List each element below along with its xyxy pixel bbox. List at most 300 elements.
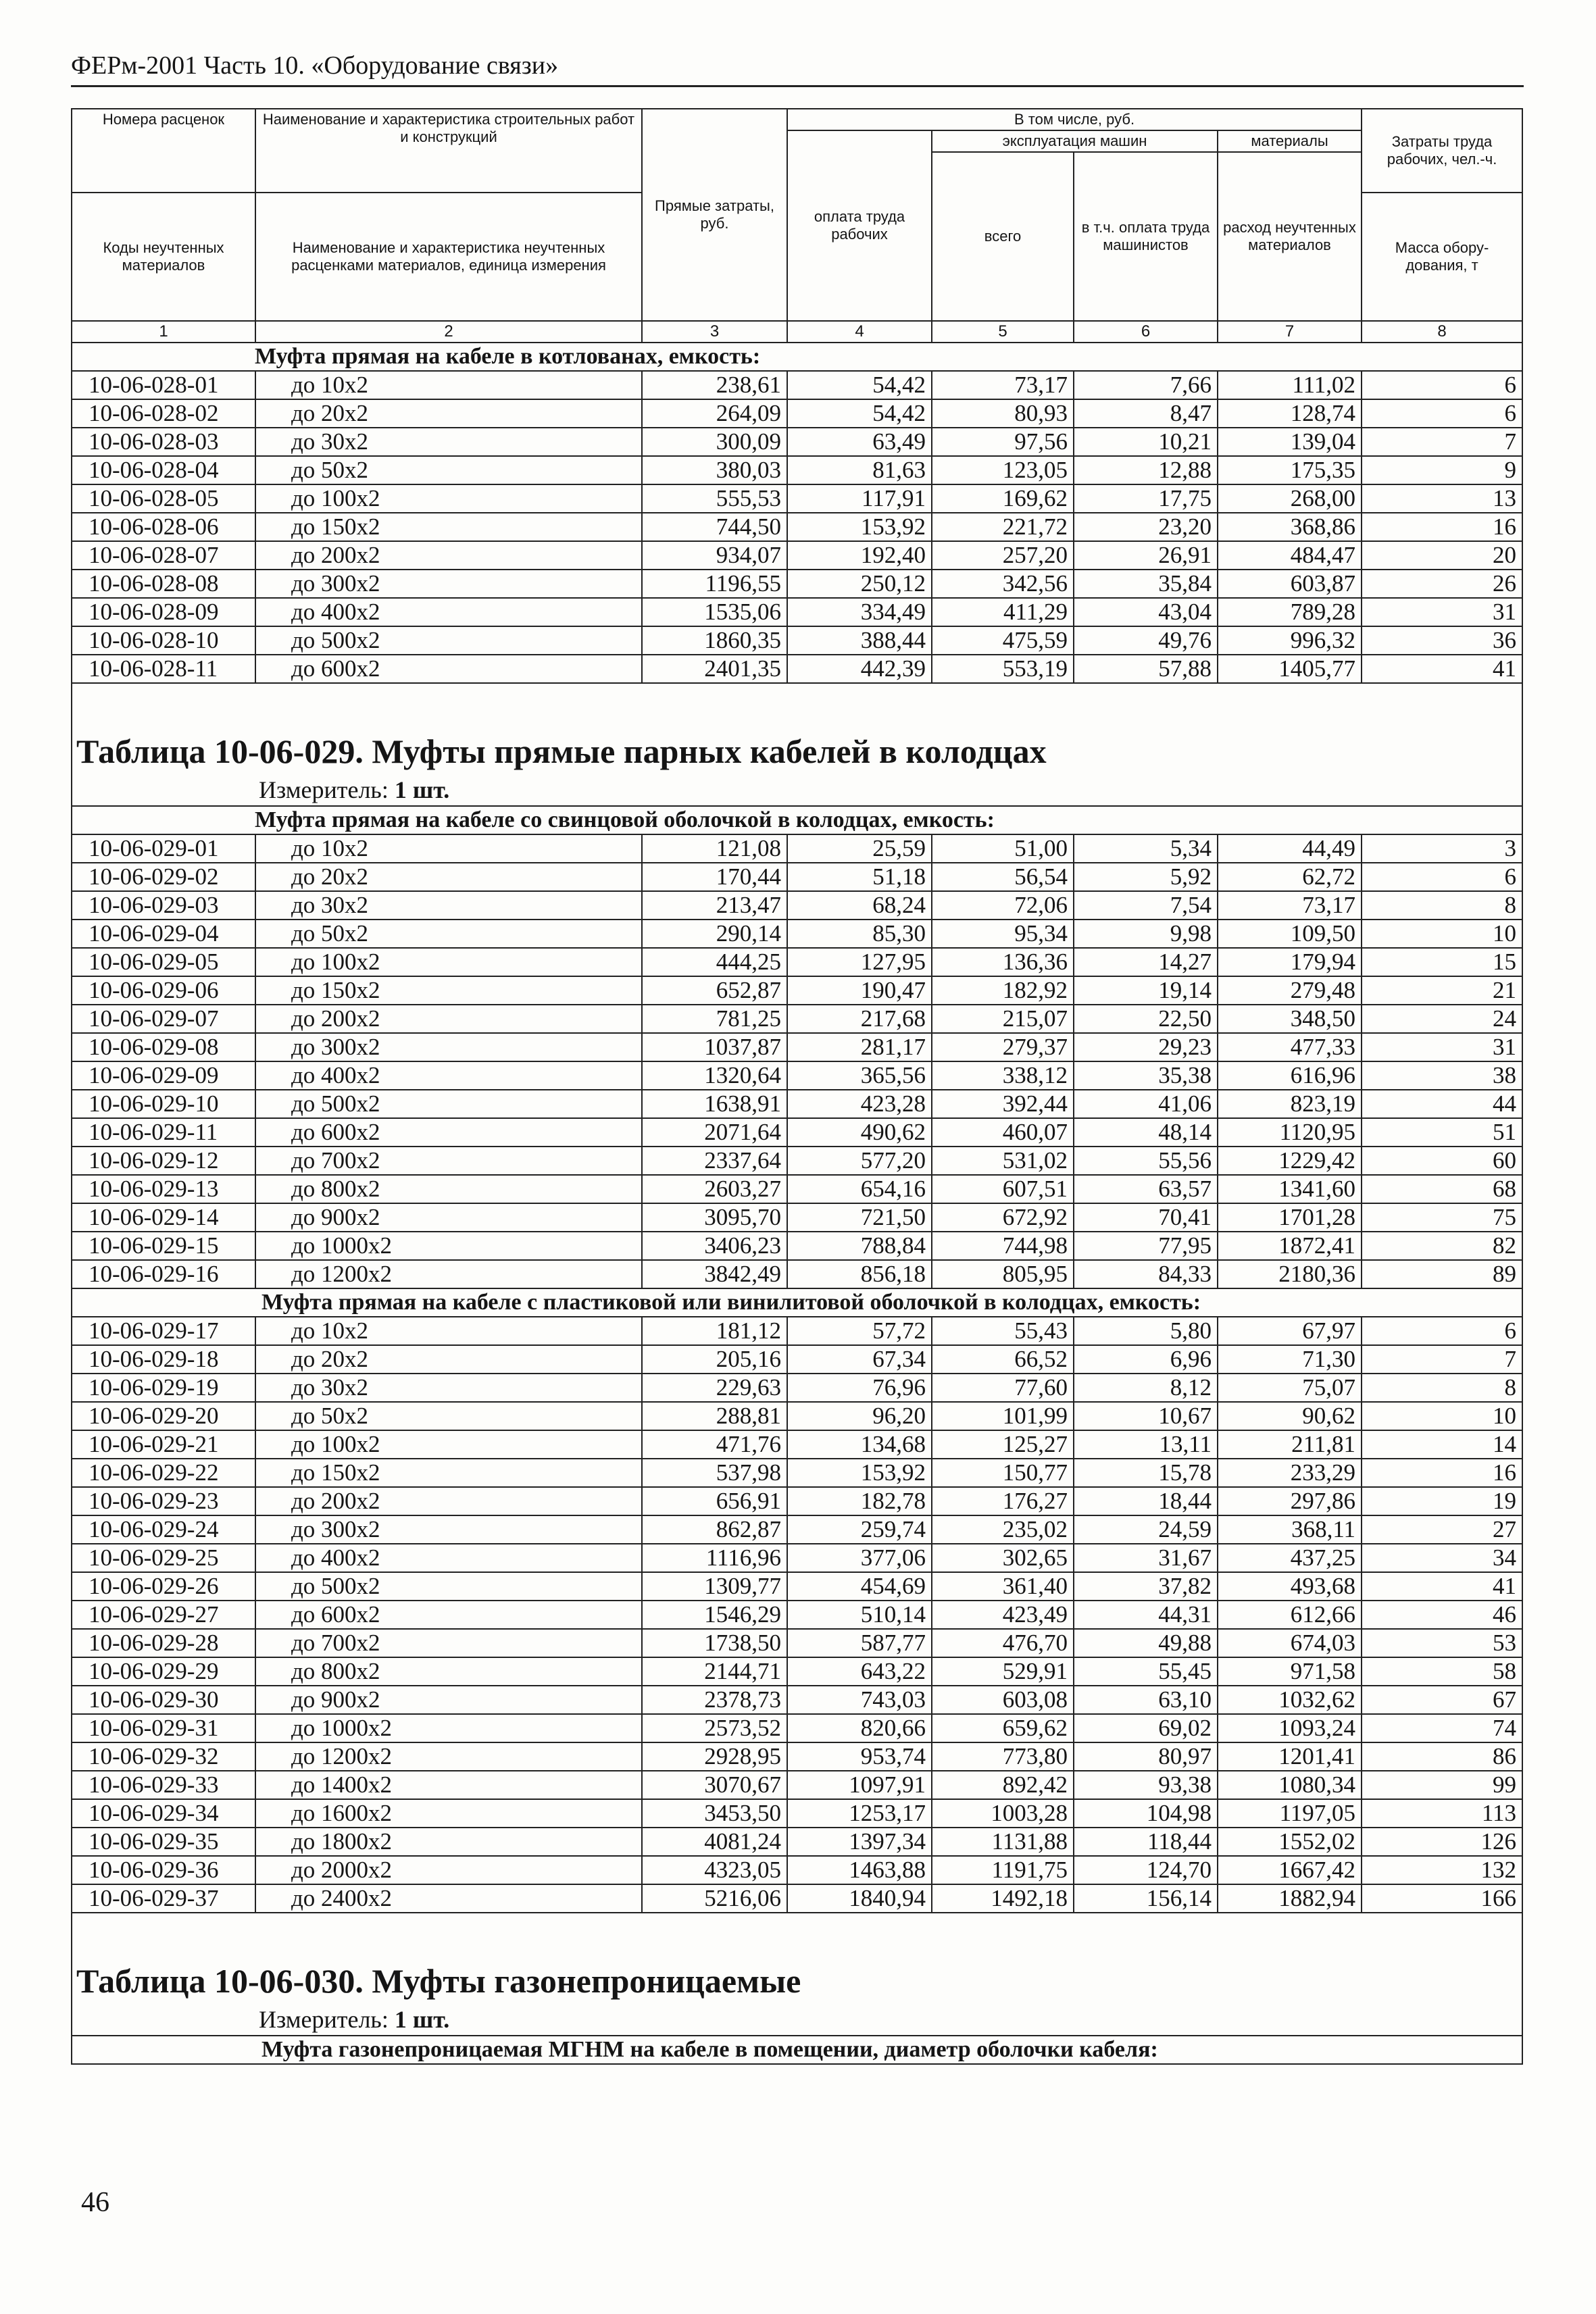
operators-pay: 14,27 <box>1074 948 1218 976</box>
direct-costs: 2603,27 <box>642 1175 787 1203</box>
rate-code: 10-06-029-06 <box>72 976 255 1005</box>
direct-costs: 238,61 <box>642 371 787 399</box>
operators-pay: 48,14 <box>1074 1118 1218 1147</box>
table-row <box>72 1828 1522 1856</box>
labor-hours: 132 <box>1362 1856 1522 1884</box>
machine-total: 475,59 <box>932 626 1074 655</box>
labor-pay: 190,47 <box>787 976 932 1005</box>
materials-cost: 1229,42 <box>1218 1147 1362 1175</box>
operators-pay: 43,04 <box>1074 598 1218 626</box>
table-row <box>72 1118 1522 1147</box>
labor-hours: 75 <box>1362 1203 1522 1232</box>
section-title: Муфта прямая на кабеле со свинцовой оболочкой в колодцах, емкость: <box>72 806 1522 834</box>
machine-total: 77,60 <box>932 1374 1074 1402</box>
materials-cost: 493,68 <box>1218 1572 1362 1601</box>
work-name: до 10х2 <box>255 834 642 863</box>
work-name: до 100х2 <box>255 1430 642 1459</box>
work-name: до 200х2 <box>255 1487 642 1515</box>
materials-cost: 73,17 <box>1218 891 1362 920</box>
header-materials: материалы <box>1218 130 1362 152</box>
rate-code: 10-06-029-13 <box>72 1175 255 1203</box>
rate-code: 10-06-028-08 <box>72 570 255 598</box>
materials-cost: 1882,94 <box>1218 1884 1362 1913</box>
rate-code: 10-06-029-04 <box>72 920 255 948</box>
work-name: до 1000х2 <box>255 1714 642 1742</box>
labor-hours: 46 <box>1362 1601 1522 1629</box>
labor-hours: 41 <box>1362 1572 1522 1601</box>
labor-hours: 58 <box>1362 1657 1522 1686</box>
rate-code: 10-06-029-11 <box>72 1118 255 1147</box>
table-row <box>72 513 1522 541</box>
machine-total: 72,06 <box>932 891 1074 920</box>
work-name: до 400х2 <box>255 1061 642 1090</box>
labor-pay: 68,24 <box>787 891 932 920</box>
table-row <box>72 1799 1522 1828</box>
operators-pay: 55,56 <box>1074 1147 1218 1175</box>
materials-cost: 71,30 <box>1218 1345 1362 1374</box>
work-name: до 30х2 <box>255 891 642 920</box>
materials-cost: 1405,77 <box>1218 655 1362 683</box>
rate-code: 10-06-028-06 <box>72 513 255 541</box>
direct-costs: 1535,06 <box>642 598 787 626</box>
section-title-row <box>72 2036 1522 2064</box>
operators-pay: 35,84 <box>1074 570 1218 598</box>
labor-pay: 117,91 <box>787 484 932 513</box>
machine-total: 169,62 <box>932 484 1074 513</box>
header-labor-pay: оплата труда рабочих <box>787 130 932 321</box>
table-row <box>72 1686 1522 1714</box>
direct-costs: 1638,91 <box>642 1090 787 1118</box>
rate-code: 10-06-029-37 <box>72 1884 255 1913</box>
labor-hours: 82 <box>1362 1232 1522 1260</box>
rate-code: 10-06-029-10 <box>72 1090 255 1118</box>
table-row <box>72 1884 1522 1913</box>
labor-hours: 41 <box>1362 655 1522 683</box>
labor-hours: 89 <box>1362 1260 1522 1288</box>
operators-pay: 22,50 <box>1074 1005 1218 1033</box>
work-name: до 700х2 <box>255 1147 642 1175</box>
page-number: 46 <box>81 2187 109 2218</box>
operators-pay: 41,06 <box>1074 1090 1218 1118</box>
materials-cost: 437,25 <box>1218 1544 1362 1572</box>
section-title: Муфта газонепроницаемая МГНМ на кабеле в помещении, диаметр оболочки кабеля: <box>72 2036 1522 2064</box>
labor-pay: 820,66 <box>787 1714 932 1742</box>
table-row <box>72 1515 1522 1544</box>
operators-pay: 70,41 <box>1074 1203 1218 1232</box>
work-name: до 150х2 <box>255 513 642 541</box>
table-row <box>72 1487 1522 1515</box>
operators-pay: 156,14 <box>1074 1884 1218 1913</box>
operators-pay: 104,98 <box>1074 1799 1218 1828</box>
operators-pay: 31,67 <box>1074 1544 1218 1572</box>
operators-pay: 7,66 <box>1074 371 1218 399</box>
machine-total: 672,92 <box>932 1203 1074 1232</box>
machine-total: 125,27 <box>932 1430 1074 1459</box>
labor-hours: 9 <box>1362 456 1522 484</box>
labor-pay: 788,84 <box>787 1232 932 1260</box>
operators-pay: 26,91 <box>1074 541 1218 570</box>
labor-hours: 53 <box>1362 1629 1522 1657</box>
column-number: 5 <box>932 321 1074 343</box>
operators-pay: 9,98 <box>1074 920 1218 948</box>
direct-costs: 4323,05 <box>642 1856 787 1884</box>
machine-total: 95,34 <box>932 920 1074 948</box>
work-name: до 800х2 <box>255 1657 642 1686</box>
labor-hours: 113 <box>1362 1799 1522 1828</box>
work-name: до 500х2 <box>255 1090 642 1118</box>
work-name: до 600х2 <box>255 655 642 683</box>
header-machine-operation: эксплуатация машин <box>932 130 1218 152</box>
operators-pay: 84,33 <box>1074 1260 1218 1288</box>
machine-total: 361,40 <box>932 1572 1074 1601</box>
machine-total: 1003,28 <box>932 1799 1074 1828</box>
labor-hours: 38 <box>1362 1061 1522 1090</box>
table-row <box>72 1374 1522 1402</box>
materials-cost: 1667,42 <box>1218 1856 1362 1884</box>
labor-pay: 192,40 <box>787 541 932 570</box>
labor-pay: 377,06 <box>787 1544 932 1572</box>
table-row <box>72 1856 1522 1884</box>
labor-pay: 490,62 <box>787 1118 932 1147</box>
table-row <box>72 1203 1522 1232</box>
materials-cost: 279,48 <box>1218 976 1362 1005</box>
rate-code: 10-06-029-09 <box>72 1061 255 1090</box>
direct-costs: 290,14 <box>642 920 787 948</box>
labor-hours: 68 <box>1362 1175 1522 1203</box>
machine-total: 1191,75 <box>932 1856 1074 1884</box>
materials-cost: 1552,02 <box>1218 1828 1362 1856</box>
direct-costs: 781,25 <box>642 1005 787 1033</box>
rate-code: 10-06-029-21 <box>72 1430 255 1459</box>
labor-hours: 51 <box>1362 1118 1522 1147</box>
machine-total: 235,02 <box>932 1515 1074 1544</box>
machine-total: 80,93 <box>932 399 1074 428</box>
direct-costs: 2144,71 <box>642 1657 787 1686</box>
labor-pay: 85,30 <box>787 920 932 948</box>
labor-pay: 743,03 <box>787 1686 932 1714</box>
running-head: ФЕРм-2001 Часть 10. «Оборудование связи» <box>71 49 1524 87</box>
machine-total: 892,42 <box>932 1771 1074 1799</box>
operators-pay: 77,95 <box>1074 1232 1218 1260</box>
work-name: до 400х2 <box>255 598 642 626</box>
table-row <box>72 891 1522 920</box>
table-row <box>72 1345 1522 1374</box>
materials-cost: 75,07 <box>1218 1374 1362 1402</box>
direct-costs: 3070,67 <box>642 1771 787 1799</box>
machine-total: 73,17 <box>932 371 1074 399</box>
machine-total: 553,19 <box>932 655 1074 683</box>
rate-code: 10-06-028-05 <box>72 484 255 513</box>
direct-costs: 656,91 <box>642 1487 787 1515</box>
rate-code: 10-06-029-03 <box>72 891 255 920</box>
table-row <box>72 1629 1522 1657</box>
work-name: до 10х2 <box>255 1317 642 1345</box>
header-name-works: Наименование и характеристика строительных работ и конструкций <box>255 109 642 193</box>
table-header <box>72 109 1522 321</box>
direct-costs: 555,53 <box>642 484 787 513</box>
machine-total: 150,77 <box>932 1459 1074 1487</box>
direct-costs: 934,07 <box>642 541 787 570</box>
operators-pay: 23,20 <box>1074 513 1218 541</box>
table-row <box>72 456 1522 484</box>
labor-pay: 153,92 <box>787 513 932 541</box>
operators-pay: 15,78 <box>1074 1459 1218 1487</box>
work-name: до 20х2 <box>255 1345 642 1374</box>
table-row <box>72 1572 1522 1601</box>
measure-label: Измеритель: <box>259 2006 389 2033</box>
direct-costs: 170,44 <box>642 863 787 891</box>
table-row <box>72 399 1522 428</box>
rate-code: 10-06-029-16 <box>72 1260 255 1288</box>
machine-total: 659,62 <box>932 1714 1074 1742</box>
operators-pay: 5,34 <box>1074 834 1218 863</box>
work-name: до 10х2 <box>255 371 642 399</box>
direct-costs: 1320,64 <box>642 1061 787 1090</box>
direct-costs: 213,47 <box>642 891 787 920</box>
direct-costs: 1546,29 <box>642 1601 787 1629</box>
labor-hours: 10 <box>1362 1402 1522 1430</box>
labor-hours: 31 <box>1362 1033 1522 1061</box>
operators-pay: 69,02 <box>1074 1714 1218 1742</box>
work-name: до 30х2 <box>255 1374 642 1402</box>
rate-code: 10-06-028-11 <box>72 655 255 683</box>
labor-pay: 510,14 <box>787 1601 932 1629</box>
materials-cost: 62,72 <box>1218 863 1362 891</box>
work-name: до 2000х2 <box>255 1856 642 1884</box>
labor-pay: 250,12 <box>787 570 932 598</box>
operators-pay: 63,10 <box>1074 1686 1218 1714</box>
labor-pay: 953,74 <box>787 1742 932 1771</box>
measure-value: 1 шт. <box>394 2006 450 2033</box>
machine-total: 136,36 <box>932 948 1074 976</box>
operators-pay: 24,59 <box>1074 1515 1218 1544</box>
labor-pay: 134,68 <box>787 1430 932 1459</box>
labor-pay: 654,16 <box>787 1175 932 1203</box>
rate-code: 10-06-029-01 <box>72 834 255 863</box>
labor-hours: 44 <box>1362 1090 1522 1118</box>
materials-cost: 1701,28 <box>1218 1203 1362 1232</box>
labor-pay: 127,95 <box>787 948 932 976</box>
rate-code: 10-06-029-30 <box>72 1686 255 1714</box>
materials-cost: 348,50 <box>1218 1005 1362 1033</box>
rate-code: 10-06-029-25 <box>72 1544 255 1572</box>
work-name: до 150х2 <box>255 976 642 1005</box>
table-row <box>72 1175 1522 1203</box>
rate-code: 10-06-028-09 <box>72 598 255 626</box>
labor-pay: 63,49 <box>787 428 932 456</box>
measure-row <box>72 2004 1522 2036</box>
labor-hours: 16 <box>1362 513 1522 541</box>
header-labor-cost: Затраты труда рабочих, чел.-ч. <box>1362 109 1522 193</box>
section-title-row <box>72 806 1522 834</box>
rate-code: 10-06-028-10 <box>72 626 255 655</box>
machine-total: 51,00 <box>932 834 1074 863</box>
table-row <box>72 598 1522 626</box>
labor-hours: 21 <box>1362 976 1522 1005</box>
work-name: до 300х2 <box>255 1033 642 1061</box>
measure-row <box>72 774 1522 806</box>
materials-cost: 2180,36 <box>1218 1260 1362 1288</box>
header-materials-usage: расход неучтенных материалов <box>1218 152 1362 321</box>
machine-total: 392,44 <box>932 1090 1074 1118</box>
table-row <box>72 1601 1522 1629</box>
operators-pay: 12,88 <box>1074 456 1218 484</box>
header-equipment-mass: Масса обору-дования, т <box>1362 193 1522 321</box>
table-row <box>72 371 1522 399</box>
materials-cost: 109,50 <box>1218 920 1362 948</box>
materials-cost: 477,33 <box>1218 1033 1362 1061</box>
labor-pay: 54,42 <box>787 371 932 399</box>
labor-pay: 182,78 <box>787 1487 932 1515</box>
direct-costs: 2378,73 <box>642 1686 787 1714</box>
machine-total: 529,91 <box>932 1657 1074 1686</box>
rate-code: 10-06-029-35 <box>72 1828 255 1856</box>
labor-pay: 217,68 <box>787 1005 932 1033</box>
labor-pay: 388,44 <box>787 626 932 655</box>
machine-total: 55,43 <box>932 1317 1074 1345</box>
rate-code: 10-06-029-36 <box>72 1856 255 1884</box>
labor-pay: 423,28 <box>787 1090 932 1118</box>
machine-total: 66,52 <box>932 1345 1074 1374</box>
work-name: до 150х2 <box>255 1459 642 1487</box>
operators-pay: 49,76 <box>1074 626 1218 655</box>
column-number: 3 <box>642 321 787 343</box>
rate-code: 10-06-029-26 <box>72 1572 255 1601</box>
direct-costs: 1116,96 <box>642 1544 787 1572</box>
work-name: до 30х2 <box>255 428 642 456</box>
direct-costs: 2071,64 <box>642 1118 787 1147</box>
labor-hours: 99 <box>1362 1771 1522 1799</box>
column-number: 1 <box>72 321 255 343</box>
materials-cost: 789,28 <box>1218 598 1362 626</box>
direct-costs: 1037,87 <box>642 1033 787 1061</box>
labor-pay: 856,18 <box>787 1260 932 1288</box>
table-row <box>72 1147 1522 1175</box>
operators-pay: 6,96 <box>1074 1345 1218 1374</box>
direct-costs: 1309,77 <box>642 1572 787 1601</box>
work-name: до 500х2 <box>255 1572 642 1601</box>
direct-costs: 300,09 <box>642 428 787 456</box>
machine-total: 182,92 <box>932 976 1074 1005</box>
direct-costs: 121,08 <box>642 834 787 863</box>
rate-code: 10-06-029-34 <box>72 1799 255 1828</box>
machine-total: 56,54 <box>932 863 1074 891</box>
direct-costs: 3842,49 <box>642 1260 787 1288</box>
materials-cost: 996,32 <box>1218 626 1362 655</box>
materials-cost: 1341,60 <box>1218 1175 1362 1203</box>
labor-pay: 67,34 <box>787 1345 932 1374</box>
materials-cost: 67,97 <box>1218 1317 1362 1345</box>
materials-cost: 139,04 <box>1218 428 1362 456</box>
table-row <box>72 1430 1522 1459</box>
materials-cost: 111,02 <box>1218 371 1362 399</box>
table-row <box>72 1402 1522 1430</box>
table-row <box>72 1459 1522 1487</box>
machine-total: 460,07 <box>932 1118 1074 1147</box>
machine-total: 215,07 <box>932 1005 1074 1033</box>
work-name: до 200х2 <box>255 541 642 570</box>
labor-hours: 166 <box>1362 1884 1522 1913</box>
materials-cost: 823,19 <box>1218 1090 1362 1118</box>
table-row <box>72 570 1522 598</box>
column-numbers-row <box>72 321 1522 343</box>
work-name: до 500х2 <box>255 626 642 655</box>
labor-pay: 1840,94 <box>787 1884 932 1913</box>
machine-total: 101,99 <box>932 1402 1074 1430</box>
materials-cost: 268,00 <box>1218 484 1362 513</box>
section-title: Муфта прямая на кабеле в котлованах, емкость: <box>72 343 1522 371</box>
machine-total: 97,56 <box>932 428 1074 456</box>
table-body <box>72 321 1522 2064</box>
table-row <box>72 1544 1522 1572</box>
table-row <box>72 863 1522 891</box>
work-name: до 1200х2 <box>255 1260 642 1288</box>
labor-hours: 6 <box>1362 371 1522 399</box>
table-row <box>72 1742 1522 1771</box>
rate-code: 10-06-028-07 <box>72 541 255 570</box>
machine-total: 744,98 <box>932 1232 1074 1260</box>
work-name: до 20х2 <box>255 399 642 428</box>
labor-pay: 587,77 <box>787 1629 932 1657</box>
header-material-codes: Коды неучтенных материалов <box>72 193 255 321</box>
work-name: до 900х2 <box>255 1686 642 1714</box>
labor-hours: 14 <box>1362 1430 1522 1459</box>
header-including: В том числе, руб. <box>787 109 1362 130</box>
labor-pay: 442,39 <box>787 655 932 683</box>
materials-cost: 128,74 <box>1218 399 1362 428</box>
table-row <box>72 1771 1522 1799</box>
direct-costs: 4081,24 <box>642 1828 787 1856</box>
labor-pay: 25,59 <box>787 834 932 863</box>
spacer-row <box>72 683 1522 723</box>
rate-code: 10-06-029-17 <box>72 1317 255 1345</box>
labor-pay: 259,74 <box>787 1515 932 1544</box>
machine-total: 1131,88 <box>932 1828 1074 1856</box>
labor-hours: 6 <box>1362 863 1522 891</box>
header-name-materials: Наименование и характеристика неучтенных расценками материалов, единица измерения <box>255 193 642 321</box>
rate-code: 10-06-029-05 <box>72 948 255 976</box>
spacer-row <box>72 1913 1522 1953</box>
labor-hours: 27 <box>1362 1515 1522 1544</box>
operators-pay: 5,80 <box>1074 1317 1218 1345</box>
column-number: 6 <box>1074 321 1218 343</box>
direct-costs: 5216,06 <box>642 1884 787 1913</box>
table-row <box>72 541 1522 570</box>
work-name: до 1400х2 <box>255 1771 642 1799</box>
labor-hours: 126 <box>1362 1828 1522 1856</box>
rate-code: 10-06-028-01 <box>72 371 255 399</box>
labor-hours: 74 <box>1362 1714 1522 1742</box>
table-row <box>72 948 1522 976</box>
direct-costs: 1860,35 <box>642 626 787 655</box>
rate-code: 10-06-029-20 <box>72 1402 255 1430</box>
rate-code: 10-06-029-32 <box>72 1742 255 1771</box>
work-name: до 400х2 <box>255 1544 642 1572</box>
direct-costs: 862,87 <box>642 1515 787 1544</box>
machine-total: 531,02 <box>932 1147 1074 1175</box>
machine-total: 302,65 <box>932 1544 1074 1572</box>
work-name: до 300х2 <box>255 1515 642 1544</box>
labor-hours: 24 <box>1362 1005 1522 1033</box>
work-name: до 2400х2 <box>255 1884 642 1913</box>
operators-pay: 17,75 <box>1074 484 1218 513</box>
labor-hours: 3 <box>1362 834 1522 863</box>
rate-code: 10-06-029-15 <box>72 1232 255 1260</box>
table-row <box>72 1005 1522 1033</box>
measure-label: Измеритель: <box>259 776 389 803</box>
work-name: до 600х2 <box>255 1118 642 1147</box>
direct-costs: 2337,64 <box>642 1147 787 1175</box>
